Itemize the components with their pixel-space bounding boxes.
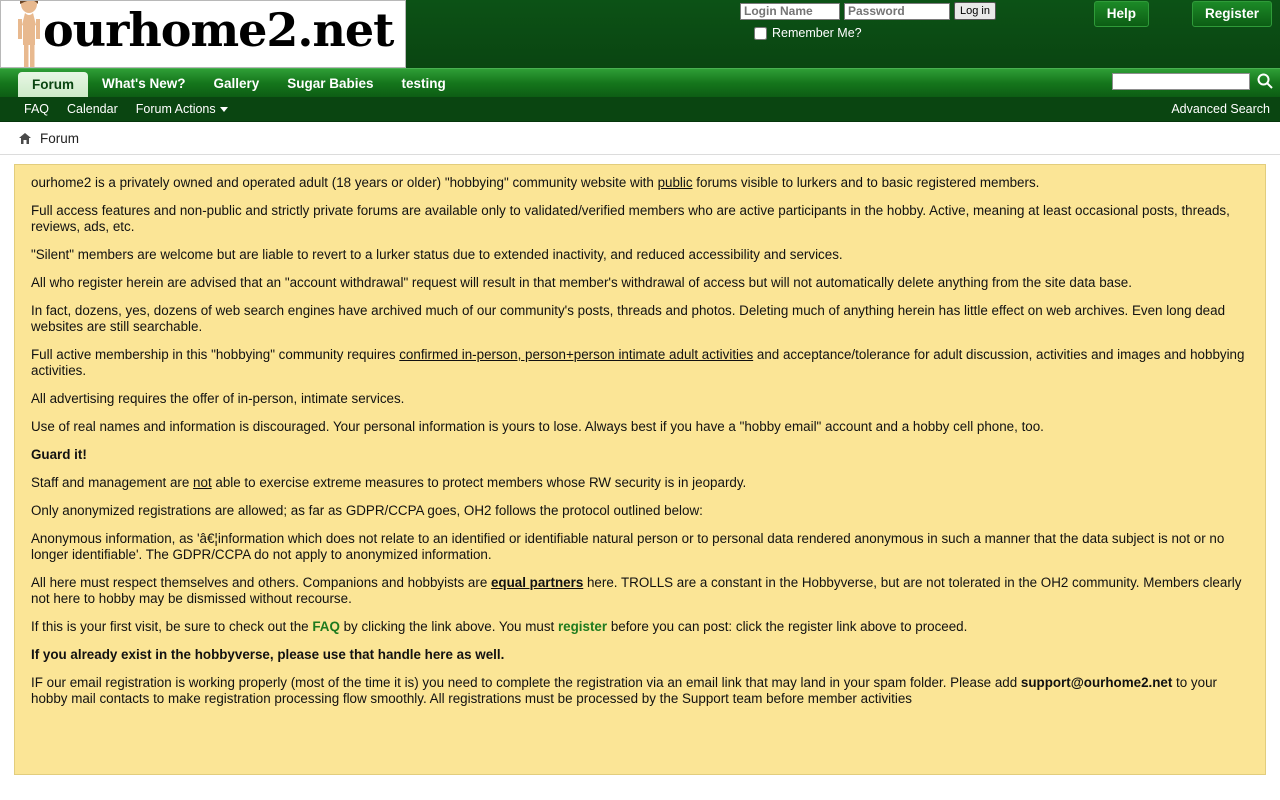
search-icon[interactable]	[1256, 72, 1274, 90]
logo-text: ourhome2.net	[43, 3, 394, 57]
notice-paragraph-3: "Silent" members are welcome but are liable to revert to a lurker status due to extended inactivity, and reduced accessibility and services.	[31, 247, 843, 262]
advanced-search-link[interactable]: Advanced Search	[1171, 102, 1270, 116]
notice-p10-text-a: Staff and management are	[31, 475, 194, 490]
tab-sugar-babies[interactable]: Sugar Babies	[287, 75, 374, 91]
login-name-input[interactable]	[740, 3, 840, 20]
subnav-item-calendar[interactable]: Calendar	[67, 102, 118, 116]
notice-paragraph-1	[31, 175, 1249, 191]
tab-whats-new[interactable]: What's New?	[102, 75, 186, 91]
equal-partners-link[interactable]: equal partners	[490, 575, 584, 590]
search-input[interactable]	[1112, 73, 1250, 90]
notice-paragraph-5: In fact, dozens, yes, dozens of web search engines have archived much of our community's posts, threads and photos. Deleting much of anything herein has little effect on web archives. Even long dead websites are still searchable.	[31, 303, 1226, 334]
login-button[interactable]: Log in	[954, 2, 996, 20]
notice-paragraph-14	[31, 619, 1249, 635]
notice-paragraph-13	[31, 575, 1249, 607]
notice-paragraph-11: Only anonymized registrations are allowed; as far as GDPR/CCPA goes, OH2 follows the protocol outlined below:	[31, 503, 703, 518]
content-area	[0, 155, 1280, 775]
notice-p14-text-a: If this is your first visit, be sure to check out the	[31, 619, 313, 634]
notice-p10-text-b: able to exercise extreme measures to protect members whose RW security is in jeopardy.	[211, 475, 747, 490]
site-header	[0, 0, 1280, 68]
help-button[interactable]: Help	[1094, 1, 1149, 27]
remember-me-row[interactable]	[754, 26, 1010, 40]
notice-paragraph-8: Use of real names and information is discouraged. Your personal information is yours to lose. Always best if you have a "hobby email" account and a hobby cell phone, too.	[31, 419, 1044, 434]
subnav-forum-actions-label: Forum Actions	[135, 102, 216, 116]
site-logo[interactable]	[0, 0, 406, 68]
notice-p14-text-c: before you can post: click the register link above to proceed.	[607, 619, 968, 634]
notice-paragraph-16	[31, 675, 1249, 707]
notice-p6-text-b: and acceptance/tolerance for adult discussion, activities and images and hobbying activities.	[31, 347, 1245, 378]
notice-paragraph-15: If you already exist in the hobbyverse, please use that handle here as well.	[31, 647, 505, 662]
home-icon	[18, 132, 32, 145]
sub-navbar	[0, 97, 1280, 122]
login-area	[740, 2, 1010, 40]
tab-gallery[interactable]: Gallery	[213, 75, 260, 91]
breadcrumb-current: Forum	[40, 130, 80, 146]
notice-paragraph-7: All advertising requires the offer of in-person, intimate services.	[31, 391, 405, 406]
not-emphasis: not	[193, 475, 212, 490]
notice-guard-it: Guard it!	[31, 447, 87, 462]
nav-tabs	[0, 69, 460, 97]
remember-me-checkbox[interactable]	[754, 27, 767, 40]
notice-p1-text-a: ourhome2 is a privately owned and operated adult (18 years or older) "hobbying" community website with	[31, 175, 658, 190]
faq-link[interactable]: FAQ	[312, 619, 340, 634]
tab-forum[interactable]: Forum	[18, 72, 88, 97]
tab-testing[interactable]: testing	[401, 75, 446, 91]
notice-p16-text-a: IF our email registration is working properly (most of the time it is) you need to complete the registration via an email link that may land in your spam folder. Please add	[31, 675, 1021, 690]
subnav-item-forum-actions[interactable]	[136, 102, 228, 116]
nav-search	[1112, 72, 1274, 90]
notice-paragraph-4: All who register herein are advised that an "account withdrawal" request will result in that member's withdrawal of access but will not automatically delete anything from the site data base.	[31, 275, 1132, 290]
notice-p14-text-b: by clicking the link above. You must	[339, 619, 558, 634]
register-link[interactable]: register	[557, 619, 608, 634]
breadcrumb	[0, 122, 1280, 155]
notice-paragraph-10	[31, 475, 1249, 491]
notice-paragraph-2: Full access features and non-public and strictly private forums are available only to validated/verified members who are active participants in the hobby. Active, meaning at least occasional posts, threads, reviews, ads, etc.	[31, 203, 1230, 234]
remember-me-label: Remember Me?	[772, 26, 862, 40]
intimate-activities-link[interactable]: confirmed in-person, person+person intimate adult activities	[399, 347, 754, 362]
support-email-link[interactable]: support@ourhome2.net	[1020, 675, 1173, 690]
forum-notice	[14, 164, 1266, 775]
notice-p1-text-b: forums visible to lurkers and to basic registered members.	[692, 175, 1040, 190]
public-link[interactable]: public	[657, 175, 693, 190]
subnav-item-faq[interactable]: FAQ	[24, 102, 50, 116]
notice-paragraph-6	[31, 347, 1249, 379]
register-button[interactable]: Register	[1192, 1, 1272, 27]
chevron-down-icon	[220, 107, 228, 112]
main-navbar	[0, 68, 1280, 97]
notice-p6-text-a: Full active membership in this "hobbying" community requires	[31, 347, 400, 362]
notice-p13-text-b: here. TROLLS are a constant in the Hobbyverse, but are not tolerated in the OH2 community. Members clearly not here to hobby may be dismissed without recourse.	[31, 575, 1242, 606]
notice-paragraph-12: Anonymous information, as 'â€¦information which does not relate to an identified or identifiable natural person or to personal data rendered anonymous in such a manner that the data subject is not or no longer identifiable'. The GDPR/CCPA do not apply to anonymized information.	[31, 531, 1225, 562]
password-input[interactable]	[844, 3, 950, 20]
notice-p16-text-b: to your hobby mail contacts to make registration processing flow smoothly. All registrations must be processed by the Support team before member activities	[31, 675, 1217, 706]
notice-p13-text-a: All here must respect themselves and others. Companions and hobbyists are	[31, 575, 491, 590]
